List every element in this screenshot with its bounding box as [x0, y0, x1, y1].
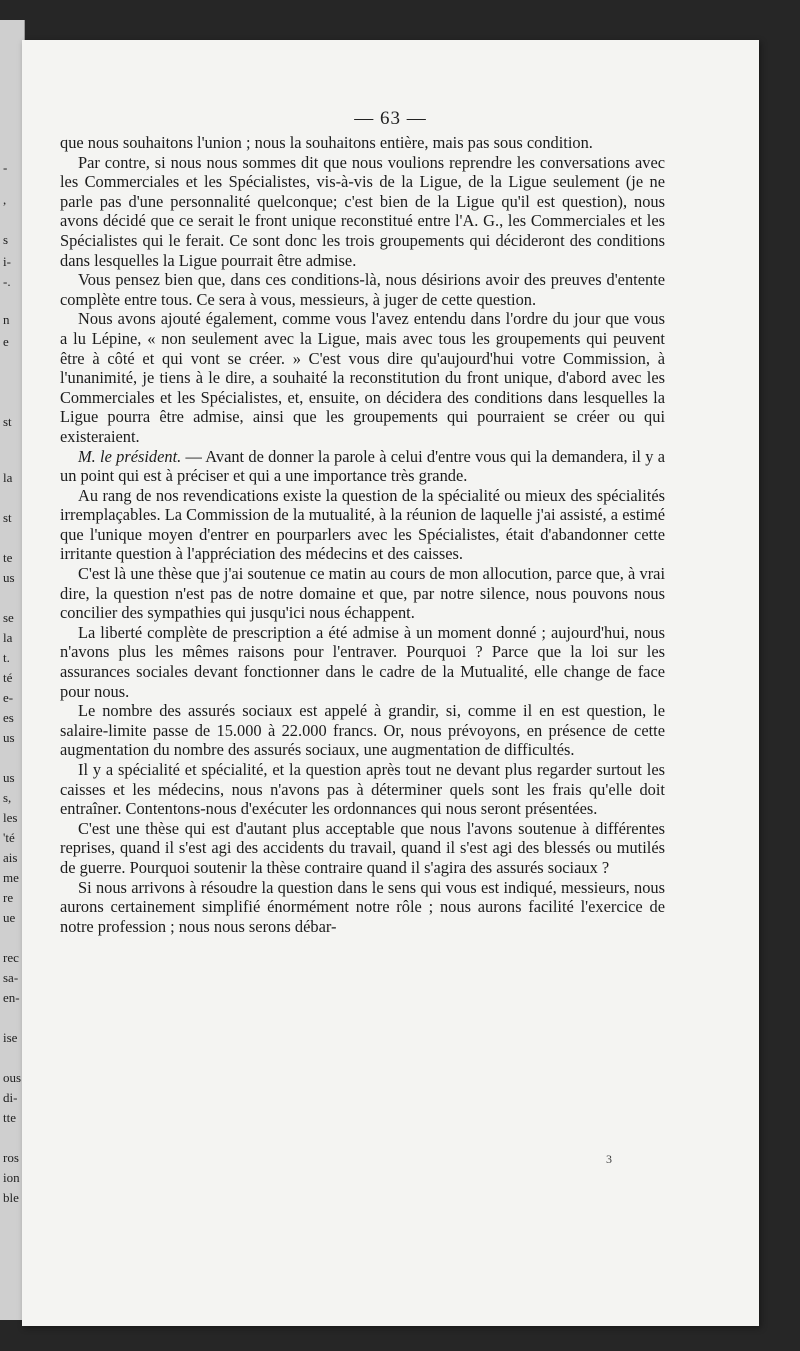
margin-fragment: les: [3, 810, 18, 825]
paragraph: [60, 447, 665, 486]
margin-fragment: ise: [3, 1030, 18, 1045]
margin-fragment: es: [3, 710, 14, 725]
margin-fragment: st: [3, 414, 12, 429]
margin-fragment: ros: [3, 1150, 19, 1165]
margin-fragment: st: [3, 510, 12, 525]
margin-fragment: ous: [3, 1070, 22, 1085]
margin-fragment: en-: [3, 990, 20, 1005]
paragraph: que nous souhaitons l'union ; nous la souhaitons entière, mais pas sous condition.: [60, 133, 593, 152]
margin-fragment: la: [3, 470, 13, 485]
margin-fragment: se: [3, 610, 14, 625]
margin-fragment: di-: [3, 1090, 18, 1105]
paragraph: La liberté complète de prescription a été admise à un moment donné ; aujourd'hui, nous n'avons plus les mêmes raisons pour l'entraver. Pourquoi ? Parce que la loi sur les assurances sociales devant fonctionner dans le cadre de la Mutualité, elle change de face pour nous.: [60, 622, 665, 701]
margin-fragment: s,: [3, 790, 12, 805]
margin-fragment: ue: [3, 910, 16, 925]
margin-fragment: sa-: [3, 970, 19, 985]
paragraph: Nous avons ajouté également, comme vous l'avez entendu dans l'ordre du jour que vous a lu Lépine, « non seulement avec la Ligue, mais avec tous les groupements qui peuvent être à côté et qui vont se créer. » C'est vous dire qu'aujourd'hui votre Commission, à l'unanimité, je tiens à le dire, a souhaité la reconstitution du front unique, d'abord avec les Commerciales et les Spécialistes, et, ensuite, on décidera des conditions dans lesquelles la Ligue pourra être admise, ainsi que les groupements qui pourraient se créer ou qui existeraient.: [60, 309, 665, 446]
margin-fragment: re: [3, 890, 14, 905]
speaker-label: M. le président.: [78, 446, 182, 466]
margin-fragment: ble: [3, 1190, 19, 1205]
margin-fragment: rec: [3, 950, 19, 965]
margin-fragment: t.: [3, 650, 10, 665]
signature-mark: 3: [606, 1152, 612, 1166]
paragraph: Le nombre des assurés sociaux est appelé à grandir, si, comme il en est question, le salaire-limite passe de 15.000 à 22.000 francs. Or, nous prévoyons, en présence de cette augmentation du nombre des assurés sociaux, une augmentation de difficultés.: [60, 701, 665, 760]
margin-fragment: ion: [3, 1170, 20, 1185]
paragraph: C'est là une thèse que j'ai soutenue ce matin au cours de mon allocution, parce que, à vrai dire, la question n'est pas de notre domaine et que, par notre silence, nous pouvons nous concilier des sympathies qui jusqu'ici nous échappent.: [60, 564, 665, 623]
margin-fragment: ais: [3, 850, 18, 865]
paragraph: Si nous arrivons à résoudre la question dans le sens qui vous est indiqué, messieurs, nous aurons certainement simplifié énormément notre rôle ; nous aurons facilité l'exercice de notre profession ; nous nous serons débar-: [60, 877, 665, 936]
margin-fragment: ,: [3, 192, 7, 207]
page-number: — 63 —: [354, 108, 427, 129]
margin-fragment: me: [3, 870, 19, 885]
margin-fragment: us: [3, 730, 15, 745]
margin-fragment: te: [3, 550, 13, 565]
paragraph-text: — Avant de donner la parole à celui d'entre vous qui la demandera, il y a un point qui est à préciser et qui a une importance très grande.: [60, 446, 666, 486]
margin-fragment: us: [3, 570, 15, 585]
paragraph: Vous pensez bien que, dans ces conditions-là, nous désirions avoir des preuves d'entente complète entre tous. Ce sera à vous, messieurs, à juger de cette question.: [60, 270, 665, 309]
margin-fragment: -: [3, 160, 8, 175]
document-page: [22, 40, 759, 1326]
paragraph: C'est une thèse qui est d'autant plus acceptable que nous l'avons soutenue à différentes reprises, quand il s'est agi des accidents du travail, quand il s'est agi des blessés ou mutilés de guerre. Pourquoi soutenir la thèse contraire quand il s'agira des assurés sociaux ?: [60, 818, 665, 877]
margin-fragment: us: [3, 770, 15, 785]
paragraph: Il y a spécialité et spécialité, et la question après tout ne devant plus regarder surtout les caisses et les médecins, nous n'avons pas à déterminer quels sont les frais qu'elle doit entraîner. Contentons-nous d'exécuter les ordonnances qui nous seront présentées.: [60, 760, 665, 819]
paragraph: Au rang de nos revendications existe la question de la spécialité ou mieux des spécialités irremplaçables. La Commission de la mutualité, à la réunion de laquelle j'ai assisté, a estimé que l'unique moyen d'entrer en pourparlers avec les Spécialistes, était d'abandonner cette irritante question à l'appréciation des médecins et des caisses.: [60, 485, 665, 564]
body-text: [60, 133, 665, 936]
margin-fragment: e-: [3, 690, 14, 705]
margin-fragment: s: [3, 232, 9, 247]
margin-fragment: té: [3, 670, 13, 685]
margin-fragment: n: [3, 312, 10, 327]
margin-fragment: tte: [3, 1110, 16, 1125]
paragraph: Par contre, si nous nous sommes dit que nous voulions reprendre les conversations avec les Commerciales et les Spécialistes, vis-à-vis de la Ligue, de la Ligue seulement (je ne parle pas d'une personnalité quelconque; c'est bien de la Ligue qu'il est question), nous avons décidé que ce serait le front unique reconstitué entre l'A. G., les Commerciales et les Spécialistes qui le ferait. Ce sont donc les trois groupements qui décideront des conditions dans lesquelles la Ligue pourrait être admise.: [60, 152, 665, 270]
margin-fragment: 'té: [3, 830, 15, 845]
margin-fragment: e: [3, 334, 9, 349]
margin-fragment: -.: [3, 274, 11, 289]
margin-fragment: la: [3, 630, 13, 645]
margin-fragment: i-: [3, 254, 11, 269]
